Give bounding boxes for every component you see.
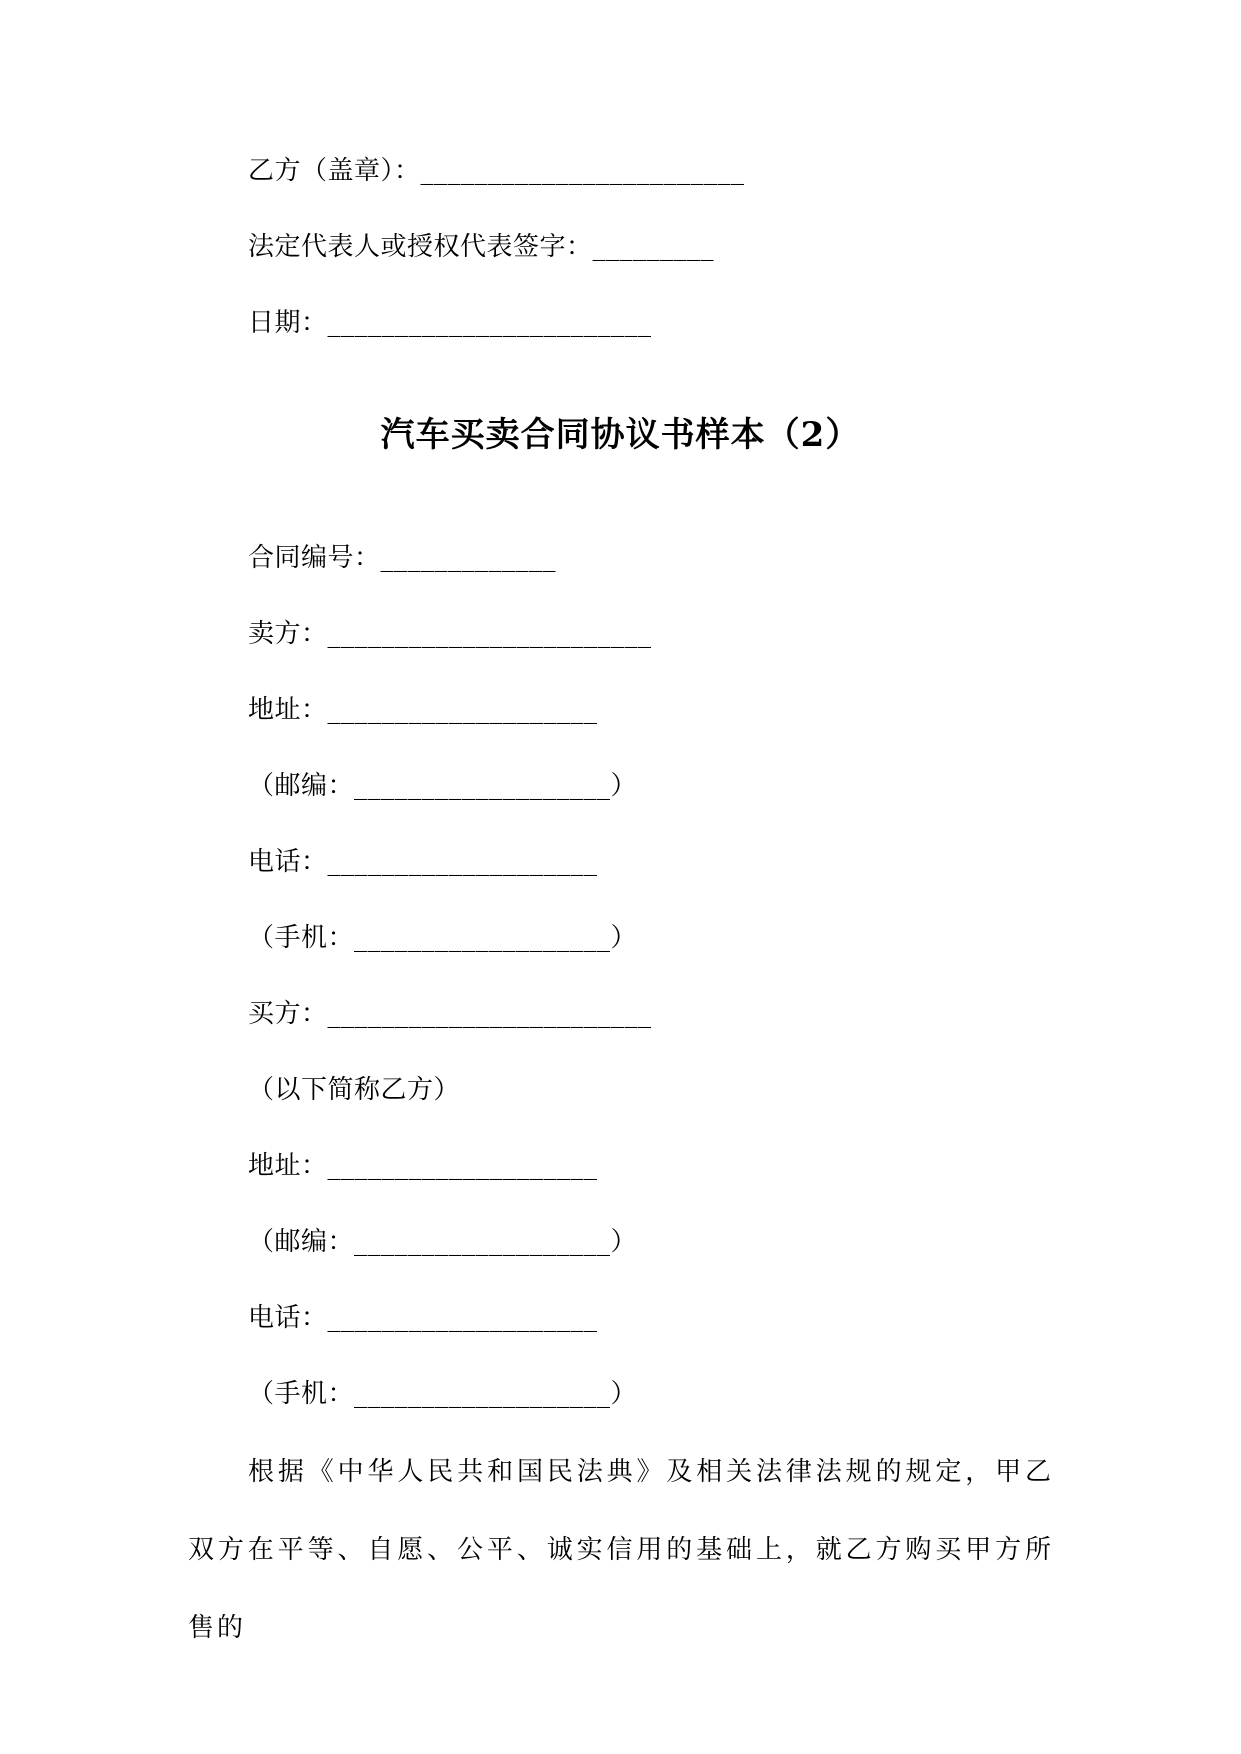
representative-signature-line: 法定代表人或授权代表签字：_________	[248, 232, 715, 262]
seller-line: 卖方：________________________	[248, 619, 652, 649]
section-title: 汽车买卖合同协议书样本（2）	[380, 415, 861, 455]
contract-number-line: 合同编号：_____________	[248, 543, 557, 573]
buyer-address-line: 地址：____________________	[248, 1151, 598, 1181]
buyer-postcode-line: （邮编：___________________）	[248, 1227, 638, 1257]
party-b-seal-line: 乙方（盖章）：________________________	[248, 156, 745, 186]
date-line: 日期：________________________	[248, 308, 652, 338]
body-paragraph: 根据《中华人民共和国民法典》及相关法律法规的规定，甲乙双方在平等、自愿、公平、诚实信用的基础上，就乙方购买甲方所售的	[188, 1457, 1054, 1643]
seller-address-line: 地址：____________________	[248, 695, 598, 725]
buyer-alias-line: （以下简称乙方）	[248, 1075, 461, 1105]
seller-mobile-line: （手机：___________________）	[248, 923, 638, 953]
buyer-mobile-line: （手机：___________________）	[248, 1379, 638, 1409]
buyer-line: 买方：________________________	[248, 999, 652, 1029]
seller-phone-line: 电话：____________________	[248, 847, 598, 877]
buyer-phone-line: 电话：____________________	[248, 1303, 598, 1333]
seller-postcode-line: （邮编：___________________）	[248, 771, 638, 801]
